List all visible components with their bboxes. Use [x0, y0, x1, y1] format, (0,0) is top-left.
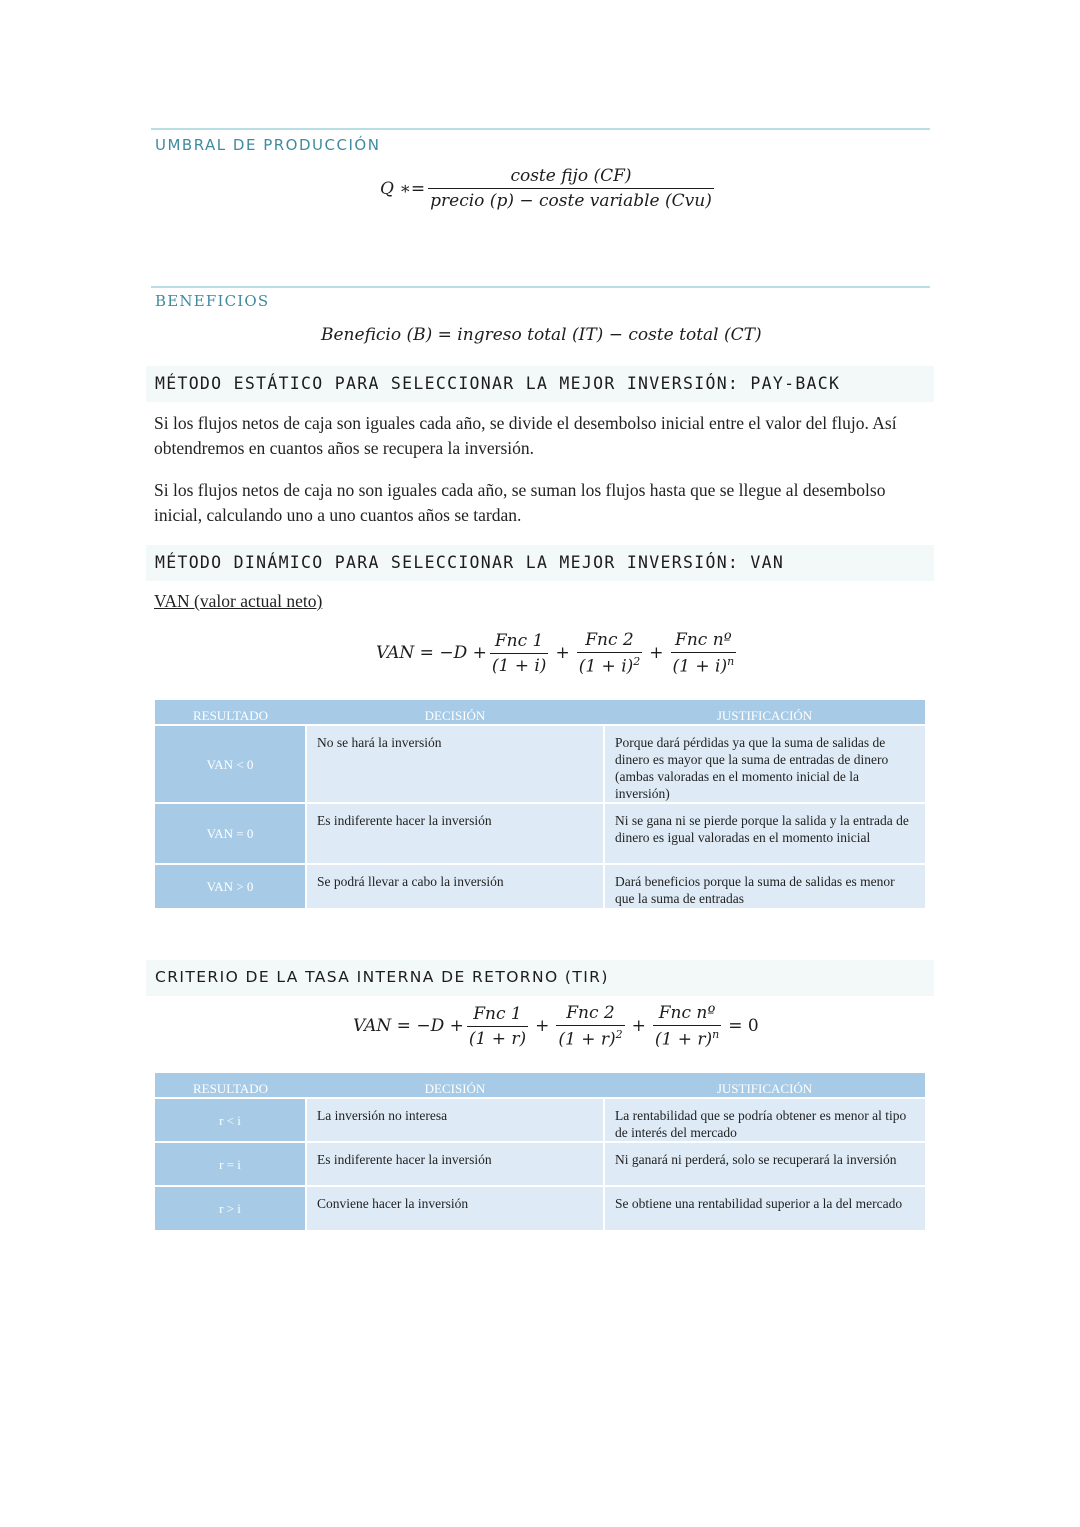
table-row [155, 725, 925, 803]
decision-cell: No se hará la inversión [306, 725, 604, 803]
section-divider [151, 128, 930, 130]
tir-formula: VAN = −D + $\frac{\text{Fnc 1}}{(1 + r)}$ + $\frac{\text{Fnc 2}}{(1 + r)^2}$ + $\frac{\text{Fnc nº}}{(1 + r)^n}$ = 0 [353, 1003, 759, 1050]
beneficios-heading: BENEFICIOS [155, 292, 270, 310]
van-term-2: $\frac{\text{Fnc 2}}{(1 + i)^2}$ [578, 630, 641, 677]
result-cell: r = i [155, 1142, 306, 1186]
tir-formula-rhs: = 0 [728, 1016, 759, 1037]
justification-cell: Se obtiene una rentabilidad superior a la del mercado [604, 1186, 925, 1230]
van-decision-table [155, 700, 925, 908]
col-header-resultado: RESULTADO [155, 1073, 306, 1098]
tir-formula-lhs: VAN = −D + [353, 1016, 464, 1037]
result-cell: r < i [155, 1098, 306, 1142]
van-formula: VAN = −D + $\frac{\text{Fnc 1}}{(1 + i)}$ + $\frac{\text{Fnc 2}}{(1 + i)^2}$ + $\frac{\text{Fnc nº}}{(1 + i)^n}$ [376, 630, 735, 677]
decision-cell: Es indiferente hacer la inversión [306, 803, 604, 864]
beneficio-formula: Beneficio (B) = ingreso total (IT) − coste total (CT) [321, 325, 762, 345]
umbral-lhs: Q ∗= [380, 178, 426, 199]
table-row [155, 864, 925, 908]
umbral-denominator: precio (p) − coste variable (Cvu) [428, 188, 714, 211]
tir-term-n: $\frac{\text{Fnc nº}}{(1 + r)^n}$ [654, 1003, 720, 1050]
umbral-numerator: coste fijo (CF) [510, 166, 632, 186]
van-formula-lhs: VAN = −D + [376, 643, 487, 664]
justification-cell: Ni ganará ni perderá, solo se recuperará la inversión [604, 1142, 925, 1186]
result-cell: r > i [155, 1186, 306, 1230]
col-header-justificacion: JUSTIFICACIÓN [604, 700, 925, 725]
section-divider [151, 286, 930, 288]
table-row [155, 1098, 925, 1142]
col-header-resultado: RESULTADO [155, 700, 306, 725]
tir-term-1: $\frac{\text{Fnc 1}}{(1 + r)}$ [468, 1003, 527, 1049]
payback-heading: MÉTODO ESTÁTICO PARA SELECCIONAR LA MEJOR INVERSIÓN: PAY-BACK [155, 374, 841, 393]
umbral-heading: UMBRAL DE PRODUCCIÓN [155, 136, 381, 154]
decision-cell: Es indiferente hacer la inversión [306, 1142, 604, 1186]
van-term-n: $\frac{\text{Fnc nº}}{(1 + i)^n}$ [672, 630, 735, 677]
col-header-justificacion: JUSTIFICACIÓN [604, 1073, 925, 1098]
result-cell: VAN < 0 [155, 725, 306, 803]
table-row [155, 1142, 925, 1186]
justification-cell: La rentabilidad que se podría obtener es menor al tipo de interés del mercado [604, 1098, 925, 1142]
decision-cell: La inversión no interesa [306, 1098, 604, 1142]
justification-cell: Dará beneficios porque la suma de salidas es menor que la suma de entradas [604, 864, 925, 908]
umbral-fraction [428, 166, 714, 211]
table-row [155, 1186, 925, 1230]
justification-cell: Porque dará pérdidas ya que la suma de salidas de dinero es mayor que la suma de entradas de dinero (ambas valoradas en el momento inicial de la inversión) [604, 725, 925, 803]
van-heading: MÉTODO DINÁMICO PARA SELECCIONAR LA MEJOR INVERSIÓN: VAN [155, 553, 785, 572]
justification-cell: Ni se gana ni se pierde porque la salida y la entrada de dinero es igual valoradas en el momento inicial [604, 803, 925, 864]
col-header-decision: DECISIÓN [306, 1073, 604, 1098]
tir-term-2: $\frac{\text{Fnc 2}}{(1 + r)^2}$ [558, 1003, 623, 1050]
tir-decision-table [155, 1073, 925, 1230]
umbral-formula [380, 166, 717, 211]
van-term-1: $\frac{\text{Fnc 1}}{(1 + i)}$ [491, 630, 547, 676]
tir-heading: CRITERIO DE LA TASA INTERNA DE RETORNO (TIR) [155, 968, 609, 986]
col-header-decision: DECISIÓN [306, 700, 604, 725]
table-row [155, 803, 925, 864]
result-cell: VAN > 0 [155, 864, 306, 908]
decision-cell: Se podrá llevar a cabo la inversión [306, 864, 604, 908]
result-cell: VAN = 0 [155, 803, 306, 864]
payback-paragraph-2: Si los flujos netos de caja no son iguales cada año, se suman los flujos hasta que se llegue al desembolso inicial, calculando uno a uno cuantos años se tardan. [154, 480, 886, 525]
payback-paragraph-1: Si los flujos netos de caja son iguales cada año, se divide el desembolso inicial entre el valor del flujo. Así obtendremos en cuantos años se recupera la inversión. [154, 413, 897, 458]
decision-cell: Conviene hacer la inversión [306, 1186, 604, 1230]
van-subheading: VAN (valor actual neto) [154, 591, 323, 611]
